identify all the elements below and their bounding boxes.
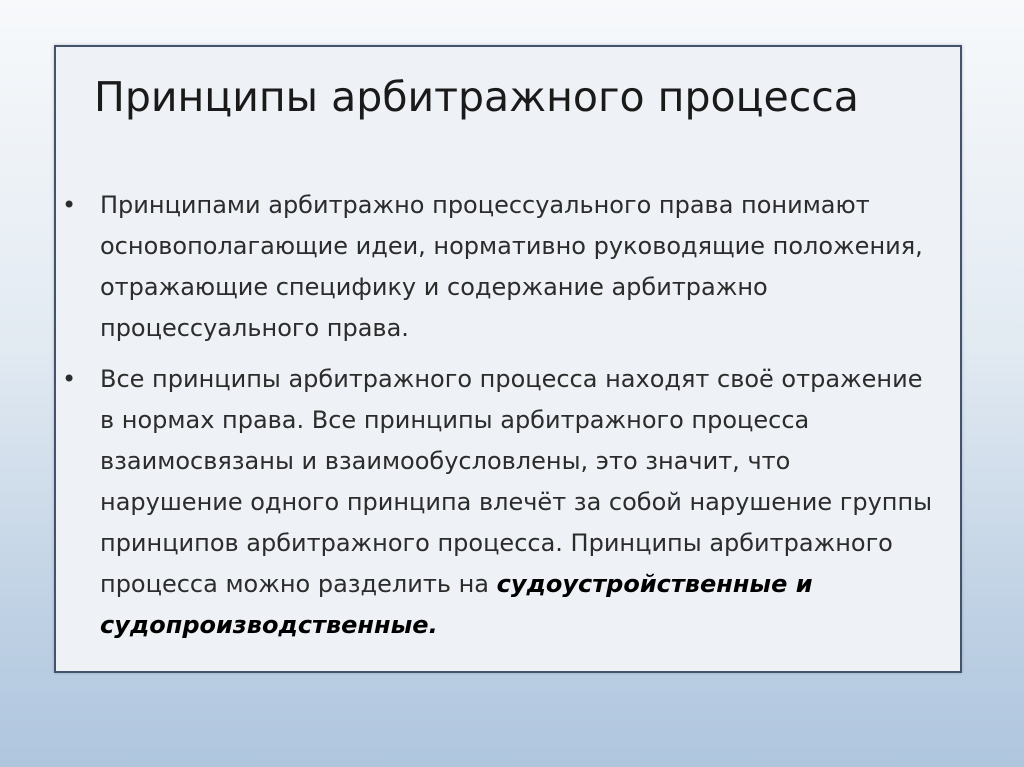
bullet-marker: •: [62, 191, 77, 219]
bullet-text: Все принципы арбитражного процесса находят своё отражение в нормах права. Все принципы арбитражного процесса взаимосвязаны и взаимообусловлены, это значит, что нарушение одного принципа влечёт за собой нарушение группы принципов арбитражного процесса. Принципы арбитражного процесса можно разделить на: [100, 365, 933, 598]
slide-title: Принципы арбитражного процесса: [94, 73, 859, 121]
emphasized-term: судоустройственные и судопроизводственные: [100, 570, 813, 639]
bullet-item-classification: [56, 359, 936, 646]
slide-content-frame: [54, 45, 962, 673]
bullet-list: [56, 185, 936, 656]
bullet-marker: •: [62, 365, 77, 393]
bullet-item-definition: [56, 185, 936, 349]
bullet-text: Принципами арбитражно процессуального права понимают основополагающие идеи, нормативно руководящие положения, отражающие специфику и содержание арбитражно процессуального права.: [100, 191, 923, 342]
bullet-terminal-period: .: [428, 611, 438, 639]
